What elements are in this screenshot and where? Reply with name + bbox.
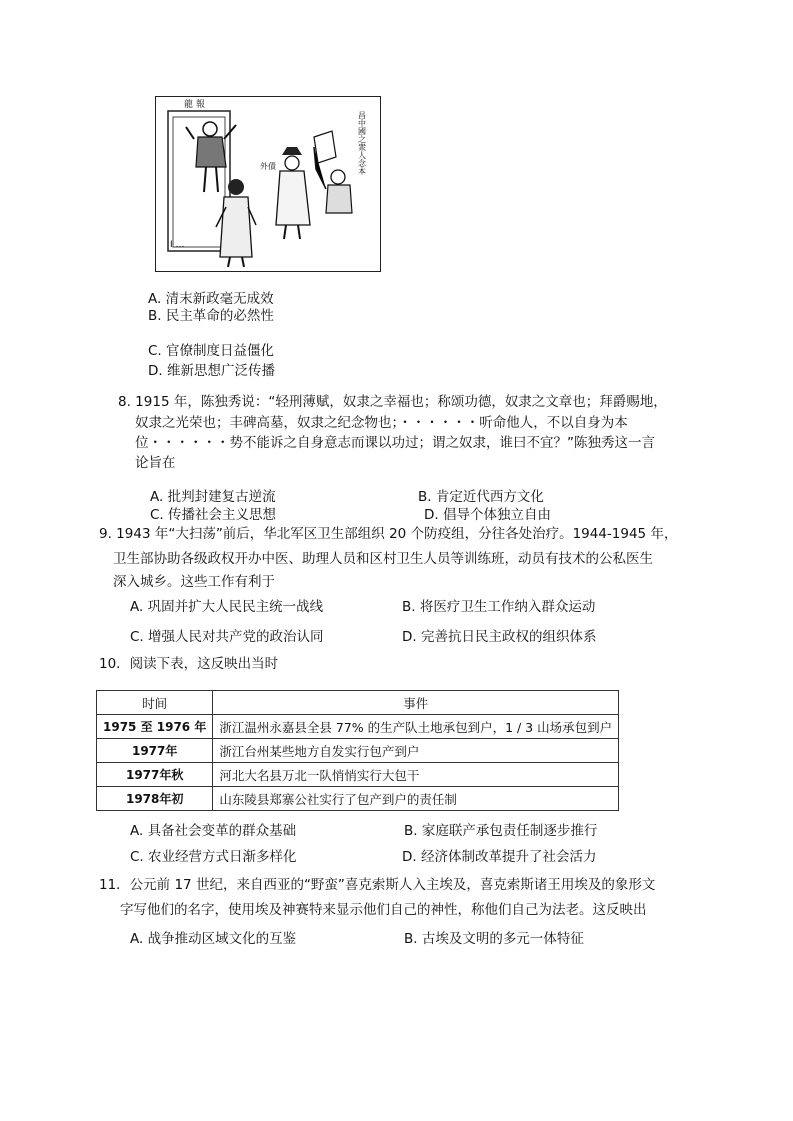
q7-option-a: A. 清末新政毫无成效 [148,291,274,307]
q9-option-a: A. 巩固并扩大人民民主统一战线 [130,599,324,615]
q8-option-a: A. 批判封建复古逆流 [150,489,276,505]
figure-head-4 [331,170,345,184]
table-cell-event: 浙江台州某些地方自发实行包产到户 [213,739,619,763]
cartoon-label-top: 龍 報 [184,100,205,110]
cartoon-drawing [156,97,379,270]
table-cell-time: 1975 至 1976 年 [97,715,213,739]
q9-option-b: B. 将医疗卫生工作纳入群众运动 [402,599,596,615]
table-row [97,739,619,763]
table-header-row [97,691,619,715]
official-hat [282,147,302,155]
table-cell-event: 浙江温州永嘉县全县 77% 的生产队土地承包到户，1 ∕ 3 山场承包到户 [213,715,619,739]
q9-stem-line1: 9. 1943 年“大扫荡”前后，华北军区卫生部组织 20 个防疫组，分往各处治疗。1944-1945 年， [99,526,678,542]
figure-body-2 [220,197,252,257]
flag [314,131,336,163]
table-row [97,715,619,739]
q8-stem-line4: 论旨在 [135,455,176,471]
figure-legs-1 [204,167,218,192]
table-cell-time: 1978年初 [97,787,213,811]
q10-stem: 10．阅读下表，这反映出当时 [99,656,279,672]
q11-option-b: B. 古埃及文明的多元一体特征 [404,931,584,947]
figure-body-1 [196,137,226,167]
q8-option-c: C. 传播社会主义思想 [150,507,277,523]
figure-body-4 [326,185,352,213]
door-frame [168,111,230,251]
q11-stem-line1: 11．公元前 17 世纪，来自西亚的“野蛮”喜克索斯人入主埃及，喜克索斯诸王用埃及的象形文 [99,877,656,893]
q10-option-d: D. 经济体制改革提升了社会活力 [402,849,597,865]
table-header-time: 时间 [97,691,213,715]
q8-stem-line1: 8. 1915 年，陈独秀说：“轻刑薄赋，奴隶之幸福也；称颂功德，奴隶之文章也；拜爵赐地， [118,394,667,410]
q10-option-a: A. 具备社会变革的群众基础 [130,823,297,839]
figure-head-3 [285,156,299,170]
table-cell-event: 河北大名县万北一队悄悄实行大包干 [213,763,619,787]
table-cell-time: 1977年 [97,739,213,763]
q11-stem-line2: 字写他们的名字，使用埃及神赛特来显示他们自己的神性，称他们自己为法老。这反映出 [120,902,647,918]
table-cell-time: 1977年秋 [97,763,213,787]
q11-option-a: A. 战争推动区域文化的互鉴 [130,931,297,947]
table-row [97,787,619,811]
q8-stem-line3: 位・・・・・・势不能诉之自身意志而课以功过；谓之奴隶，谁曰不宜？”陈独秀这一言 [135,435,655,451]
q7-option-c: C. 官僚制度日益僵化 [148,343,275,359]
q9-option-d: D. 完善抗日民主政权的组织体系 [402,629,597,645]
q8-option-d: D. 倡导个体独立自由 [424,507,551,523]
figure-head-2 [228,179,244,195]
q8-stem-line2: 奴隶之光荣也；丰碑高墓，奴隶之纪念物也；・・・・・・听命他人，不以自身为本 [135,415,628,431]
events-table [96,690,619,811]
cartoon-image [155,96,381,272]
q7-option-b: B. 民主革命的必然性 [148,308,274,324]
q9-option-c: C. 增强人民对共产党的政治认同 [130,629,324,645]
table-cell-event: 山东陵县郑寨公社实行了包产到户的责任制 [213,787,619,811]
figure-head-1 [203,122,217,136]
q7-option-d: D. 维新思想广泛传播 [148,363,275,379]
q10-option-c: C. 农业经营方式日渐多样化 [130,849,297,865]
figure-body-3 [276,171,310,225]
q9-stem-line3: 深入城乡。这些工作有利于 [113,574,275,590]
cartoon-label-right: 昌中國之衆人念本 [357,111,367,175]
q10-option-b: B. 家庭联产承包责任制逐步推行 [404,823,598,839]
table-row [97,763,619,787]
q9-stem-line2: 卫生部协助各级政权开办中医、助理人员和区村卫生人员等训练班，动员有技术的公私医生 [113,551,653,567]
cartoon-label-bottom: I … [170,240,185,250]
table-header-event: 事件 [213,691,619,715]
cartoon-label-left: 外債 [260,162,276,171]
q8-option-b: B. 肯定近代西方文化 [418,489,544,505]
